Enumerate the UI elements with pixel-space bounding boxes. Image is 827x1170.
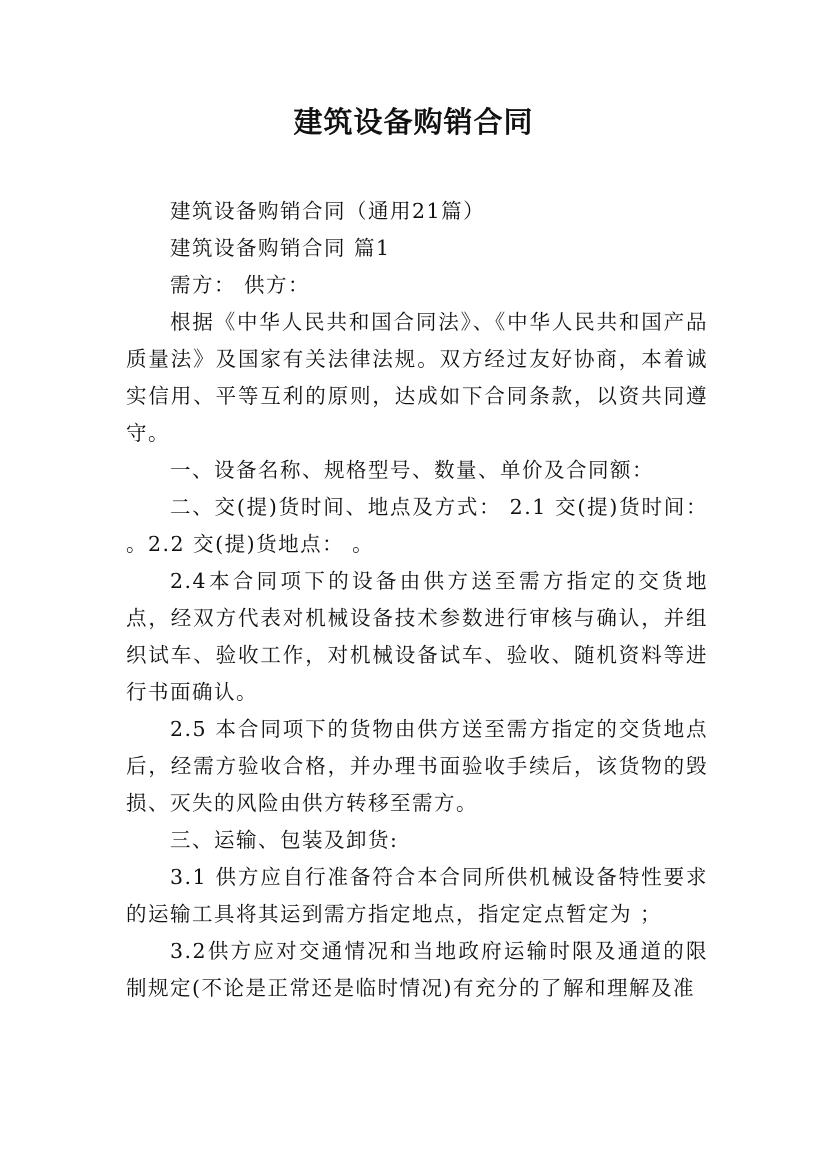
paragraph: 2.5 本合同项下的货物由供方送至需方指定的交货地点后，经需方验收合格，并办理书面验收手续后，该货物的毁损、灭失的风险由供方转移至需方。: [126, 717, 708, 815]
paragraph: 三、运输、包装及卸货:: [170, 828, 399, 852]
document-body: [126, 193, 708, 1007]
paragraph: 建筑设备购销合同 篇1: [170, 236, 391, 260]
paragraph: 需方： 供方：: [170, 273, 311, 297]
paragraph: 3.2供方应对交通情况和当地政府运输时限及通道的限制规定(不论是正常还是临时情况)有充分的了解和理解及准: [126, 939, 708, 1000]
paragraph: 一、设备名称、规格型号、数量、单价及合同额：: [170, 458, 654, 482]
paragraph: 二、交(提)货时间、地点及方式： 2.1 交(提)货时间： 。2.2 交(提)货地点： 。: [126, 495, 708, 556]
paragraph: 2.4本合同项下的设备由供方送至需方指定的交货地点，经双方代表对机械设备技术参数进行审核与确认，并组织试车、验收工作，对机械设备试车、验收、随机资料等进行书面确认。: [126, 569, 708, 704]
paragraph: 3.1 供方应自行准备符合本合同所供机械设备特性要求的运输工具将其运到需方指定地点，指定定点暂定为 ；: [126, 865, 708, 926]
document-title: 建筑设备购销合同: [293, 105, 534, 139]
paragraph: 建筑设备购销合同（通用21篇）: [170, 199, 486, 223]
paragraph: 根据《中华人民共和国合同法》、《中华人民共和国产品质量法》及国家有关法律法规。双方经过友好协商，本着诚实信用、平等互利的原则，达成如下合同条款，以资共同遵守。: [126, 310, 708, 445]
